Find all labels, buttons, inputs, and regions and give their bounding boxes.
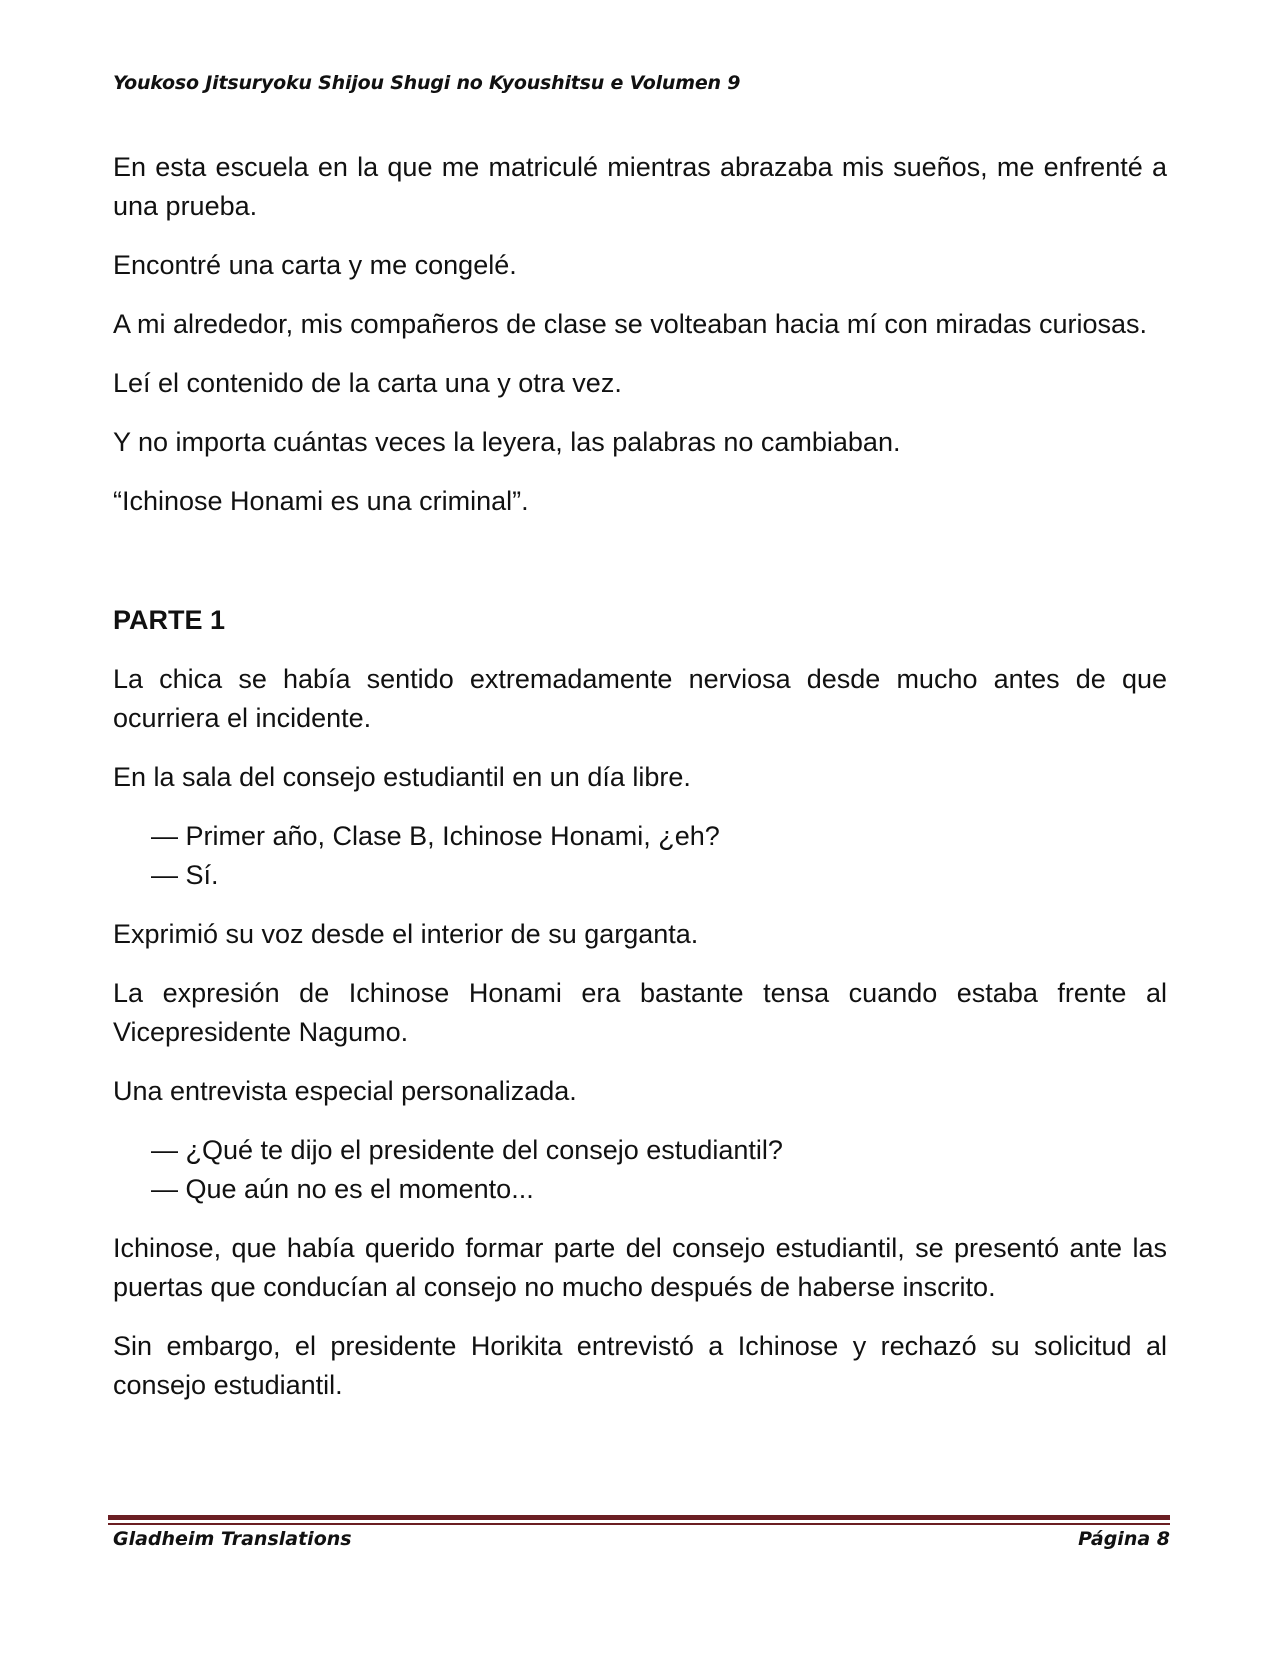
dialogue-block-2 <box>151 1131 1167 1209</box>
footer-publisher: Gladheim Translations <box>113 1528 352 1550</box>
intro-paragraph-2: Encontré una carta y me congelé. <box>113 250 517 280</box>
dialogue-block-1 <box>151 817 1167 895</box>
section-paragraph-1: La chica se había sentido extremadamente nerviosa desde mucho antes de que ocurriera el incidente. <box>113 664 1167 733</box>
dialogue-line: — Sí. <box>151 860 219 890</box>
section-paragraph-3: Exprimió su voz desde el interior de su garganta. <box>113 919 699 949</box>
dialogue-line: — Primer año, Clase B, Ichinose Honami, ¿eh? <box>151 821 720 851</box>
page-header-title: Youkoso Jitsuryoku Shijou Shugi no Kyoushitsu e Volumen 9 <box>113 72 741 94</box>
intro-paragraph-4: Leí el contenido de la carta una y otra vez. <box>113 368 622 398</box>
section-paragraph-7: Sin embargo, el presidente Horikita entrevistó a Ichinose y rechazó su solicitud al consejo estudiantil. <box>113 1331 1167 1400</box>
intro-paragraph-5: Y no importa cuántas veces la leyera, las palabras no cambiaban. <box>113 427 901 457</box>
section-paragraph-5: Una entrevista especial personalizada. <box>113 1076 577 1106</box>
section-paragraph-2: En la sala del consejo estudiantil en un día libre. <box>113 762 691 792</box>
footer-divider-thin <box>108 1523 1170 1525</box>
page-content <box>113 148 1167 1425</box>
section-heading: PARTE 1 <box>113 605 226 635</box>
intro-paragraph-3: A mi alrededor, mis compañeros de clase se volteaban hacia mí con miradas curiosas. <box>113 309 1148 339</box>
intro-paragraph-1: En esta escuela en la que me matriculé mientras abrazaba mis sueños, me enfrenté a una prueba. <box>113 152 1167 221</box>
dialogue-line: — ¿Qué te dijo el presidente del consejo estudiantil? <box>151 1135 783 1165</box>
dialogue-line: — Que aún no es el momento... <box>151 1174 534 1204</box>
footer-page-number: Página 8 <box>1078 1528 1170 1550</box>
section-paragraph-4: La expresión de Ichinose Honami era bastante tensa cuando estaba frente al Vicepresidente Nagumo. <box>113 978 1167 1047</box>
section-paragraph-6: Ichinose, que había querido formar parte del consejo estudiantil, se presentó ante las puertas que conducían al consejo no mucho después de haberse inscrito. <box>113 1233 1167 1302</box>
footer-divider <box>108 1515 1170 1520</box>
intro-paragraph-6: “Ichinose Honami es una criminal”. <box>113 486 529 516</box>
